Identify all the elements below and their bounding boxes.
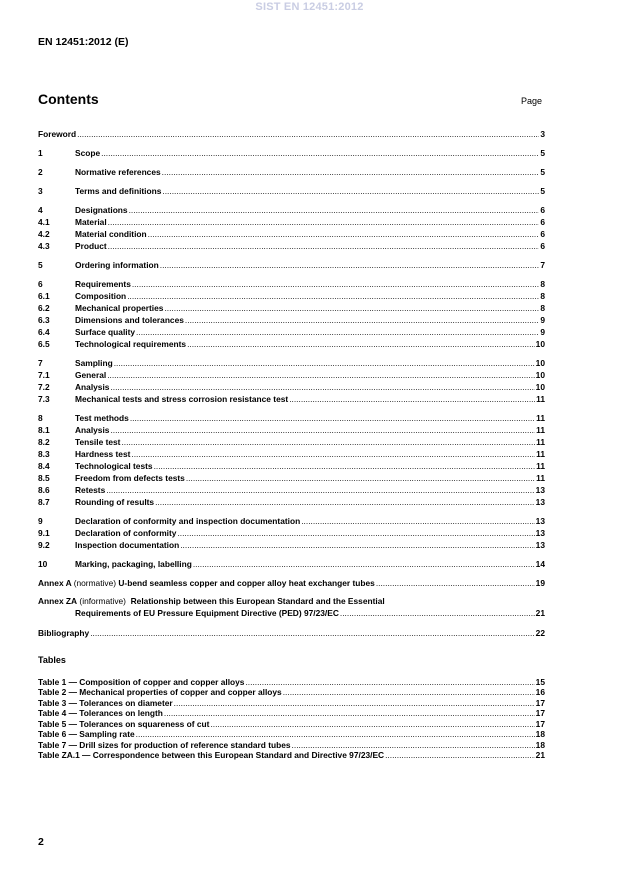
toc-entry-title: Mechanical tests and stress corrosion resistance test [75, 394, 289, 404]
toc-entry[interactable] [38, 239, 545, 251]
toc-rows [38, 127, 545, 569]
table-list-entry[interactable] [38, 708, 545, 719]
dot-leader [340, 607, 535, 619]
page-column-heading: Page [521, 96, 543, 106]
toc-entry[interactable] [38, 277, 545, 289]
toc-entry-number: 4.2 [38, 229, 50, 239]
toc-entry[interactable] [38, 313, 545, 325]
dot-leader [110, 382, 534, 392]
toc-entry-page: 6 [540, 217, 545, 227]
toc-entry-page: 5 [540, 148, 545, 158]
toc-entry-title: Normative references [75, 167, 161, 177]
toc-entry[interactable] [38, 289, 545, 301]
dot-leader [174, 698, 535, 708]
toc-entry-title: Ordering information [75, 260, 159, 270]
dot-leader [289, 394, 535, 404]
table-list-page: 21 [535, 750, 545, 760]
table-list-title: Table 5 — Tolerances on squareness of cut [38, 718, 210, 729]
table-list-entry[interactable] [38, 697, 545, 708]
table-of-contents [38, 127, 545, 638]
toc-entry-number: 4.3 [38, 241, 50, 251]
dot-leader [106, 485, 534, 495]
toc-entry-page: 13 [535, 516, 545, 526]
toc-entry[interactable] [38, 184, 545, 196]
toc-entry-number: 8.5 [38, 473, 50, 483]
toc-entry-title: Freedom from defects tests [75, 473, 185, 483]
toc-entry-number: 6.2 [38, 303, 50, 313]
dot-leader [127, 291, 539, 301]
toc-entry-number: 2 [38, 167, 43, 177]
toc-entry[interactable] [38, 380, 545, 392]
toc-entry[interactable] [38, 227, 545, 239]
toc-entry-page: 14 [535, 559, 545, 569]
toc-entry-title: Tensile test [75, 437, 121, 447]
dot-leader [164, 303, 539, 313]
toc-entry-title: General [75, 370, 107, 380]
dot-leader [385, 750, 535, 760]
dot-leader [90, 628, 534, 638]
table-list-title: Table 7 — Drill sizes for production of reference standard tubes [38, 739, 291, 750]
list-of-tables [38, 676, 545, 760]
toc-entry-page: 9 [540, 327, 545, 337]
toc-entry-title: Technological tests [75, 461, 153, 471]
table-list-page: 18 [535, 729, 545, 739]
table-list-entry[interactable] [38, 718, 545, 729]
dot-leader [245, 677, 534, 687]
toc-entry-page: 11 [536, 413, 545, 423]
toc-entry-page: 8 [540, 291, 545, 301]
dot-leader [114, 358, 535, 368]
dot-leader [186, 473, 535, 483]
toc-entry-number: 1 [38, 148, 43, 158]
toc-entry[interactable] [38, 447, 545, 459]
toc-entry-page: 7 [540, 260, 545, 270]
dot-leader [107, 370, 534, 380]
toc-entry-page: 13 [535, 485, 545, 495]
toc-entry[interactable] [38, 356, 545, 368]
toc-entry[interactable] [38, 514, 545, 526]
toc-entry-number: 8.2 [38, 437, 50, 447]
dot-leader [160, 260, 540, 270]
table-list-entry[interactable] [38, 750, 545, 761]
dot-leader [110, 425, 535, 435]
bibliography-title: Bibliography [38, 628, 90, 638]
dot-leader [162, 167, 540, 177]
toc-entry-title: Declaration of conformity and inspection documentation [75, 516, 301, 526]
toc-entry-page: 13 [535, 540, 545, 550]
dot-leader [193, 559, 535, 569]
toc-entry-title: Analysis [75, 425, 110, 435]
dot-leader [136, 327, 539, 337]
table-list-page: 17 [535, 718, 545, 729]
toc-entry-page: 5 [540, 167, 545, 177]
toc-entry[interactable] [38, 423, 545, 435]
toc-entry-page: 11 [536, 394, 545, 404]
toc-entry-title: Hardness test [75, 449, 131, 459]
toc-entry-annex-a[interactable] [38, 576, 545, 588]
table-list-entry[interactable] [38, 687, 545, 698]
toc-entry-title: Technological requirements [75, 339, 187, 349]
toc-entry-title: Terms and definitions [75, 186, 162, 196]
toc-entry-title: Designations [75, 205, 128, 215]
toc-entry[interactable] [38, 483, 545, 495]
toc-entry-number: 8.1 [38, 425, 50, 435]
table-list-title: Table 6 — Sampling rate [38, 729, 135, 739]
watermark: SIST EN 12451:2012 [255, 1, 364, 13]
toc-entry-title: Material [75, 217, 107, 227]
dot-leader [292, 740, 535, 750]
toc-entry-page: 10 [535, 358, 545, 368]
toc-entry-title: Inspection documentation [75, 540, 180, 550]
toc-entry[interactable] [38, 471, 545, 483]
toc-entry[interactable] [38, 459, 545, 471]
dot-leader [131, 449, 535, 459]
dot-leader [177, 528, 534, 538]
dot-leader [283, 687, 535, 697]
toc-entry-number: 9 [38, 516, 43, 526]
toc-entry-number: 8.6 [38, 485, 50, 495]
table-list-entry[interactable] [38, 739, 545, 750]
toc-entry-title: Composition [75, 291, 127, 301]
toc-entry-number: 6 [38, 279, 43, 289]
dot-leader [376, 578, 535, 588]
toc-entry-number: 7.3 [38, 394, 50, 404]
dot-leader [77, 129, 539, 139]
toc-entry-title: Material condition [75, 229, 147, 239]
toc-entry[interactable] [38, 495, 545, 507]
tables-heading: Tables [38, 655, 66, 665]
toc-entry-number: 6.4 [38, 327, 50, 337]
annex-a-type: (normative) [73, 578, 117, 588]
toc-entry-number: 6.5 [38, 339, 50, 349]
dot-leader [136, 729, 535, 739]
toc-entry[interactable] [38, 411, 545, 423]
table-list-page: 16 [535, 687, 545, 697]
toc-entry-page: 5 [540, 186, 545, 196]
table-list-title: Table ZA.1 — Correspondence between this European Standard and Directive 97/23/EC [38, 750, 385, 760]
toc-entry-title: Analysis [75, 382, 110, 392]
table-list-page: 15 [535, 676, 545, 687]
annex-za-label: Annex ZA [38, 596, 78, 606]
toc-entry[interactable] [38, 301, 545, 313]
dot-leader [180, 540, 534, 550]
toc-entry-page: 11 [536, 461, 545, 471]
dot-leader [101, 148, 539, 158]
dot-leader [155, 497, 535, 507]
annex-za-title-line2: Requirements of EU Pressure Equipment Directive (PED) 97/23/EC [75, 608, 339, 618]
toc-entry[interactable] [38, 146, 545, 158]
annex-a-title: U-bend seamless copper and copper alloy heat exchanger tubes [118, 578, 375, 588]
dot-leader [210, 719, 534, 729]
table-list-page: 17 [535, 708, 545, 718]
table-list-title: Table 1 — Composition of copper and copper alloys [38, 676, 245, 687]
toc-entry-page: 11 [536, 425, 545, 435]
table-list-entry[interactable] [38, 729, 545, 740]
document-id: EN 12451:2012 (E) [38, 36, 129, 48]
toc-entry-page: 8 [540, 279, 545, 289]
toc-entry-number: 5 [38, 260, 43, 270]
toc-entry[interactable] [38, 557, 545, 569]
toc-entry-page: 6 [540, 241, 545, 251]
toc-entry-page: 9 [540, 315, 545, 325]
toc-entry-title: Product [75, 241, 107, 251]
page-number: 2 [38, 836, 44, 848]
toc-entry-title: Test methods [75, 413, 129, 423]
toc-entry[interactable] [38, 435, 545, 447]
toc-entry-title: Mechanical properties [75, 303, 164, 313]
toc-entry-number: 9.1 [38, 528, 50, 538]
toc-entry-page: 13 [535, 497, 545, 507]
table-list-title: Table 4 — Tolerances on length [38, 708, 163, 718]
toc-entry[interactable] [38, 325, 545, 337]
table-list-page: 17 [535, 697, 545, 708]
toc-entry[interactable] [38, 127, 545, 139]
toc-entry-page: 8 [540, 303, 545, 313]
dot-leader [162, 186, 539, 196]
toc-entry-title: Marking, packaging, labelling [75, 559, 192, 569]
toc-entry[interactable] [38, 203, 545, 215]
toc-entry-title: Declaration of conformity [75, 528, 177, 538]
dot-leader [187, 339, 535, 349]
toc-entry[interactable] [38, 258, 545, 270]
table-list-page: 18 [535, 739, 545, 750]
toc-entry-bibliography[interactable] [38, 626, 545, 638]
toc-entry-page: 13 [535, 528, 545, 538]
toc-entry[interactable] [38, 337, 545, 349]
dot-leader [108, 217, 540, 227]
toc-entry-number: 7.1 [38, 370, 50, 380]
dot-leader [132, 279, 539, 289]
toc-entry-page: 11 [536, 473, 545, 483]
toc-entry[interactable] [38, 368, 545, 380]
dot-leader [164, 708, 535, 718]
toc-entry-title: Dimensions and tolerances [75, 315, 184, 325]
annex-za-title-line1: Relationship between this European Standard and the Essential [130, 596, 385, 606]
toc-entry-number: 8.7 [38, 497, 50, 507]
toc-entry-number: 4 [38, 205, 43, 215]
table-list-entry[interactable] [38, 676, 545, 687]
dot-leader [154, 461, 536, 471]
dot-leader [130, 413, 535, 423]
table-list-title: Table 2 — Mechanical properties of copper and copper alloys [38, 687, 282, 697]
toc-entry-page: 11 [536, 449, 545, 459]
dot-leader [121, 437, 535, 447]
toc-entry-number: 8.3 [38, 449, 50, 459]
toc-entry[interactable] [38, 215, 545, 227]
toc-entry[interactable] [38, 526, 545, 538]
toc-entry[interactable] [38, 165, 545, 177]
toc-entry-title: Surface quality [75, 327, 136, 337]
toc-entry[interactable] [38, 392, 545, 404]
toc-entry-title: Rounding of results [75, 497, 155, 507]
toc-entry-page: 10 [535, 382, 545, 392]
dot-leader [185, 315, 539, 325]
toc-entry[interactable] [38, 538, 545, 550]
toc-entry-number: 7.2 [38, 382, 50, 392]
dot-leader [148, 229, 540, 239]
toc-entry-title: Retests [75, 485, 106, 495]
toc-entry-page: 10 [535, 370, 545, 380]
table-list-title: Table 3 — Tolerances on diameter [38, 697, 173, 708]
bibliography-page: 22 [535, 628, 545, 638]
toc-entry-number: 6.1 [38, 291, 50, 301]
toc-entry-title: Requirements [75, 279, 131, 289]
toc-entry-title: Foreword [38, 129, 77, 139]
toc-entry-title: Scope [75, 148, 101, 158]
toc-entry-number: 10 [38, 559, 48, 569]
dot-leader [301, 516, 534, 526]
toc-entry-number: 4.1 [38, 217, 50, 227]
toc-entry-page: 10 [535, 339, 545, 349]
toc-entry-number: 3 [38, 186, 43, 196]
toc-entry-number: 7 [38, 358, 43, 368]
annex-a-page: 19 [535, 578, 545, 588]
toc-entry-page: 6 [540, 205, 545, 215]
toc-entry-title: Sampling [75, 358, 113, 368]
toc-entry-number: 8.4 [38, 461, 50, 471]
annex-a-label: Annex A [38, 578, 72, 588]
toc-entry-number: 9.2 [38, 540, 50, 550]
contents-title: Contents [38, 91, 99, 107]
annex-za-page: 21 [535, 608, 545, 618]
toc-entry-number: 8 [38, 413, 43, 423]
toc-entry-annex-za[interactable] [38, 595, 545, 619]
toc-entry-number: 6.3 [38, 315, 50, 325]
toc-entry-page: 3 [540, 129, 545, 139]
dot-leader [108, 241, 540, 251]
toc-entry-page: 6 [540, 229, 545, 239]
dot-leader [129, 205, 540, 215]
annex-za-type: (informative) [79, 596, 126, 606]
toc-entry-page: 11 [536, 437, 545, 447]
